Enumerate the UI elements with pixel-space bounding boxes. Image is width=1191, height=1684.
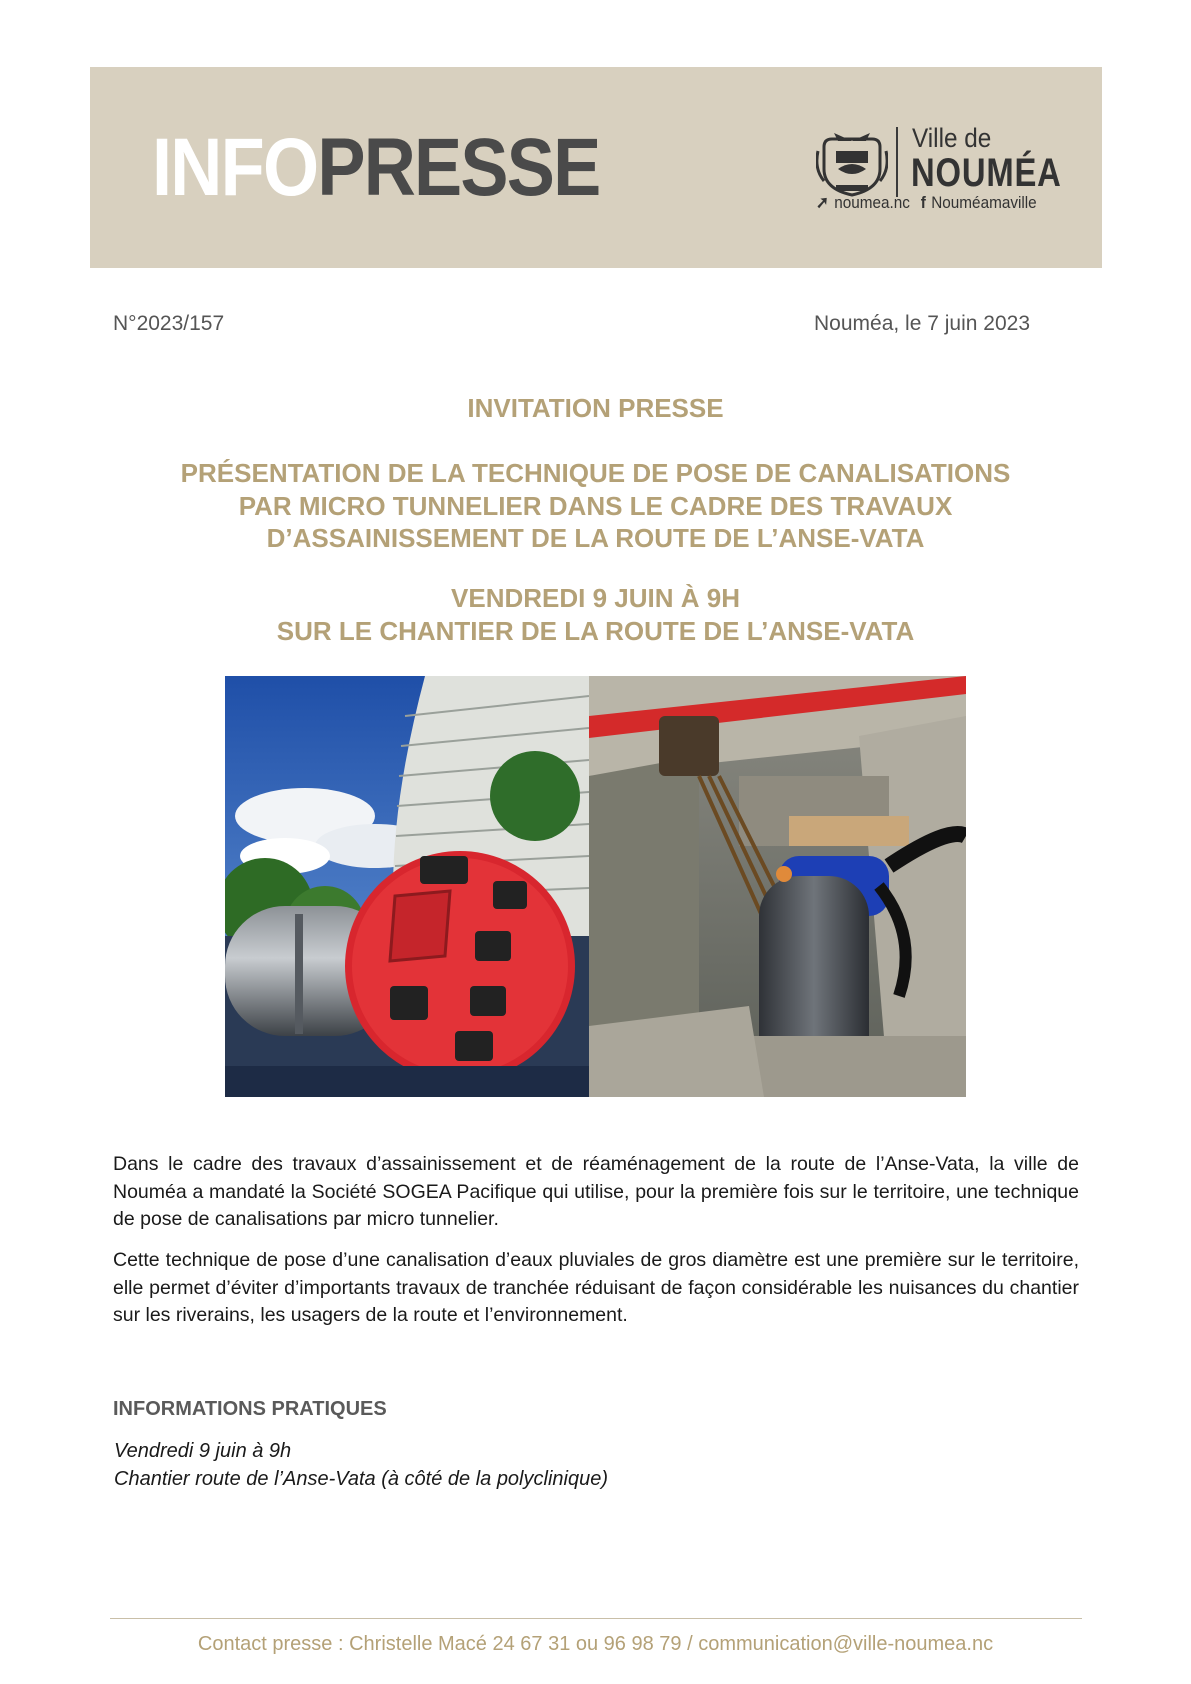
headline-line: D’ASSAINISSEMENT DE LA ROUTE DE L’ANSE-VATA xyxy=(266,523,925,553)
logo-divider xyxy=(896,127,898,197)
press-contact: Contact presse : Christelle Macé 24 67 31 ou 96 98 79 / communication@ville-noumea.nc xyxy=(197,1633,994,1655)
brand-presse: PRESSE xyxy=(317,122,600,213)
event-location: SUR LE CHANTIER DE LA ROUTE DE L’ANSE-VATA xyxy=(276,615,915,646)
body-paragraph-2: Cette technique de pose d’une canalisation d’eaux pluviales de gros diamètre est une première sur le territoire, elle permet d’éviter d’importants travaux de tranchée réduisant de façon considérable les nuisances du chantier sur les riverains, les usagers de la route et l’environnement. xyxy=(113,1249,1079,1326)
photo-pair xyxy=(225,676,966,1097)
facebook-link[interactable]: Nouméamaville xyxy=(931,193,1037,212)
practical-info-heading: INFORMATIONS PRATIQUES xyxy=(113,1398,387,1420)
web-links xyxy=(816,193,1037,213)
headline xyxy=(0,457,1191,555)
crest-icon xyxy=(816,129,888,197)
facebook-icon: f xyxy=(920,193,926,212)
construction-pit-photo xyxy=(589,676,966,1097)
header-banner xyxy=(90,67,1102,268)
tunnel-boring-machine-photo xyxy=(225,676,589,1097)
practical-info xyxy=(114,1437,608,1493)
invitation-title: INVITATION PRESSE xyxy=(467,393,724,423)
event-date: VENDREDI 9 JUIN À 9H xyxy=(451,583,740,613)
body-paragraph-1: Dans le cadre des travaux d’assainissement et de réaménagement de la route de l’Anse-Vata, la ville de Nouméa a mandaté la Société SOGEA Pacifique qui utilise, pour la première fois sur le territoire, une technique de pose de canalisations par micro tunnelier. xyxy=(113,1153,1079,1230)
practical-date: Vendredi 9 juin à 9h xyxy=(114,1440,292,1462)
website-link[interactable]: noumea.nc xyxy=(834,193,910,212)
logo-ville-de: Ville de xyxy=(912,123,992,153)
footer-divider xyxy=(110,1618,1082,1619)
place-date: Nouméa, le 7 juin 2023 xyxy=(814,312,1030,335)
practical-location: Chantier route de l’Anse-Vata (à côté de la polyclinique) xyxy=(114,1468,608,1490)
press-release-number: N°2023/157 xyxy=(113,312,225,335)
brand-info: INFO xyxy=(152,122,318,213)
headline-line: PRÉSENTATION DE LA TECHNIQUE DE POSE DE CANALISATIONS xyxy=(180,458,1011,488)
logo-noumea: NOUMÉA xyxy=(911,151,1062,195)
info-presse-wordmark xyxy=(152,123,600,213)
arrow-icon: ➚ xyxy=(816,193,829,212)
event-when xyxy=(0,582,1191,647)
headline-line: PAR MICRO TUNNELIER DANS LE CADRE DES TRAVAUX xyxy=(238,490,953,521)
